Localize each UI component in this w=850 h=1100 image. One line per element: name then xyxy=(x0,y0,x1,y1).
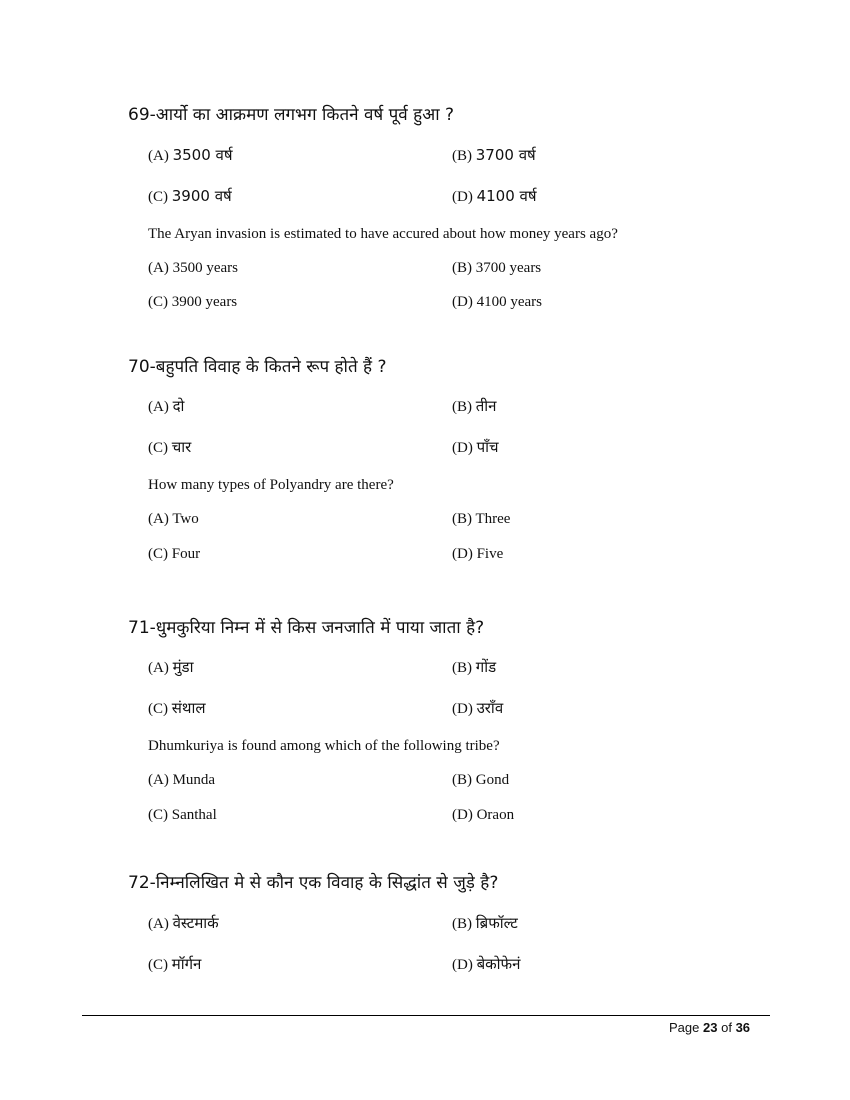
option-label: (A) xyxy=(148,916,169,932)
question-71-hindi: 71-धुमकुरिया निम्न में से किस जनजाति में पाया जाता है? xyxy=(128,618,485,638)
q71-hindi-option-d xyxy=(452,698,503,718)
q71-hindi-option-a xyxy=(148,657,193,677)
option-label: (B) xyxy=(452,772,472,788)
footer-divider xyxy=(82,1015,770,1016)
option-label: (C) xyxy=(148,807,168,823)
option-label: (B) xyxy=(452,916,472,932)
option-label: (A) xyxy=(148,660,169,676)
option-label: (C) xyxy=(148,546,168,562)
option-label: (B) xyxy=(452,660,472,676)
option-text: 4100 वर्ष xyxy=(476,187,537,205)
q69-hindi-option-a xyxy=(148,145,233,165)
option-text: दो xyxy=(172,397,185,415)
option-label: (D) xyxy=(452,440,473,456)
q69-hindi-option-c xyxy=(148,186,232,206)
q71-hindi-option-b xyxy=(452,657,496,677)
page-total: 36 xyxy=(735,1020,751,1035)
page-of: of xyxy=(721,1020,732,1035)
option-label: (C) xyxy=(148,294,168,310)
q71-english-option-d xyxy=(452,807,514,824)
option-label: (D) xyxy=(452,701,473,717)
q72-hindi-option-a xyxy=(148,913,219,933)
option-text: Three xyxy=(475,511,511,527)
option-text: बेकोफेनं xyxy=(476,955,521,973)
option-label: (B) xyxy=(452,399,472,415)
option-text: Two xyxy=(172,511,199,527)
q69-hindi-option-d xyxy=(452,186,537,206)
option-text: पाँच xyxy=(476,438,499,456)
option-text: 4100 years xyxy=(476,294,542,310)
option-text: Oraon xyxy=(476,807,515,823)
option-text: गोंड xyxy=(475,658,497,676)
question-69-english: The Aryan invasion is estimated to have accured about how money years ago? xyxy=(148,226,618,242)
option-label: (B) xyxy=(452,260,472,276)
q69-english-option-b xyxy=(452,260,541,277)
option-label: (D) xyxy=(452,957,473,973)
option-label: (D) xyxy=(452,807,473,823)
option-text: 3500 years xyxy=(172,260,238,276)
question-71-english: Dhumkuriya is found among which of the following tribe? xyxy=(148,738,500,754)
option-label: (C) xyxy=(148,957,168,973)
option-text: मुंडा xyxy=(172,658,194,676)
option-label: (A) xyxy=(148,148,169,164)
q70-english-option-a xyxy=(148,511,199,528)
option-label: (D) xyxy=(452,294,473,310)
q69-english-option-d xyxy=(452,294,542,311)
q69-english-option-c xyxy=(148,294,237,311)
q72-hindi-option-b xyxy=(452,913,518,933)
q70-english-option-b xyxy=(452,511,510,528)
q72-hindi-option-c xyxy=(148,954,201,974)
q71-english-option-c xyxy=(148,807,217,824)
q72-hindi-option-d xyxy=(452,954,520,974)
q70-english-option-c xyxy=(148,546,200,563)
option-text: 3900 वर्ष xyxy=(171,187,232,205)
q70-english-option-d xyxy=(452,546,503,563)
option-text: 3700 years xyxy=(475,260,542,276)
q69-english-option-a xyxy=(148,260,238,277)
option-text: ब्रिफॉल्ट xyxy=(475,914,518,932)
option-label: (A) xyxy=(148,399,169,415)
q71-english-option-a xyxy=(148,772,215,789)
option-text: Munda xyxy=(172,772,216,788)
q70-hindi-option-d xyxy=(452,437,499,457)
question-70-hindi: 70-बहुपति विवाह के कितने रूप होते हैं ? xyxy=(128,357,387,377)
option-text: उराँव xyxy=(476,699,504,717)
option-text: वेस्टमार्क xyxy=(172,914,219,932)
option-text: चार xyxy=(171,438,192,456)
option-label: (D) xyxy=(452,546,473,562)
question-70-english: How many types of Polyandry are there? xyxy=(148,477,394,493)
question-72-hindi: 72-निम्नलिखित मे से कौन एक विवाह के सिद्धांत से जुड़े है? xyxy=(128,873,499,893)
q70-hindi-option-a xyxy=(148,396,184,416)
option-label: (A) xyxy=(148,511,169,527)
option-text: 3500 वर्ष xyxy=(172,146,233,164)
option-text: मॉर्गन xyxy=(171,955,202,973)
page-current: 23 xyxy=(703,1020,718,1035)
option-text: Five xyxy=(476,546,504,562)
option-text: 3700 वर्ष xyxy=(475,146,536,164)
page-prefix: Page xyxy=(669,1020,700,1035)
question-69-hindi: 69-आर्यो का आक्रमण लगभग कितने वर्ष पूर्व हुआ ? xyxy=(128,105,454,125)
q70-hindi-option-b xyxy=(452,396,497,416)
page-number xyxy=(669,1020,750,1035)
q71-english-option-b xyxy=(452,772,509,789)
q70-hindi-option-c xyxy=(148,437,191,457)
q69-hindi-option-b xyxy=(452,145,536,165)
option-label: (C) xyxy=(148,189,168,205)
option-label: (A) xyxy=(148,260,169,276)
option-text: Four xyxy=(171,546,201,562)
option-text: Santhal xyxy=(171,807,217,823)
option-label: (B) xyxy=(452,148,472,164)
q71-hindi-option-c xyxy=(148,698,206,718)
option-label: (C) xyxy=(148,440,168,456)
option-text: 3900 years xyxy=(171,294,238,310)
option-text: तीन xyxy=(475,397,497,415)
option-label: (A) xyxy=(148,772,169,788)
option-label: (B) xyxy=(452,511,472,527)
option-label: (C) xyxy=(148,701,168,717)
option-text: संथाल xyxy=(171,699,206,717)
option-text: Gond xyxy=(475,772,510,788)
option-label: (D) xyxy=(452,189,473,205)
